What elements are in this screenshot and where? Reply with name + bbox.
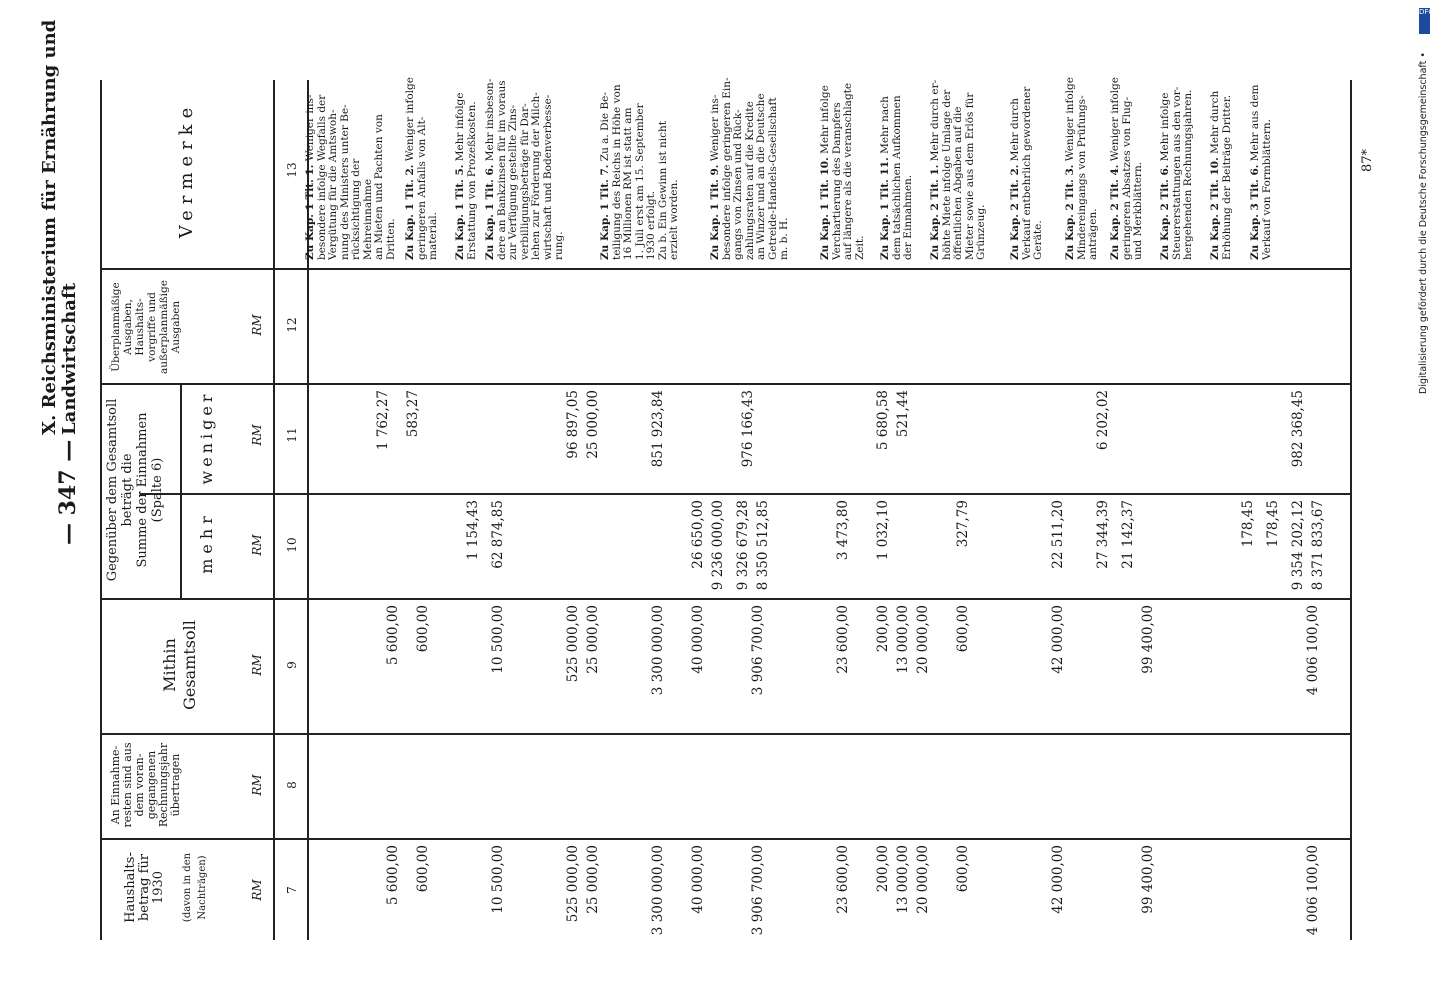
remark-head: Zu Kap. 2 Tit. 6.	[1159, 164, 1171, 260]
c7-row: 3 300 000,00	[650, 845, 666, 936]
c7-row: 200,00	[875, 845, 891, 893]
remark-head: Zu Kap. 1 Tit. 9.	[709, 164, 721, 260]
c7-row: 20 000,00	[915, 845, 931, 914]
c9-row: 200,00	[875, 605, 891, 653]
c10-row: 3 473,80	[835, 500, 851, 561]
page-title-line1: X. Reichsministerium für Ernährung und	[39, 19, 60, 435]
c10-row: 1 032,10	[875, 500, 891, 561]
group-header: Gegenüber dem Gesamtsoll beträgt die Summe der Einnahmen (Spalte 6)	[105, 398, 165, 582]
c10-row: 9 236 000,00	[710, 500, 726, 591]
col11-header: weniger	[197, 390, 216, 485]
page-title-line2: Landwirtschaft	[59, 282, 80, 435]
remark-text: Weniger infolge Mindereingangs von Prüfungs- anträgen.	[1064, 77, 1099, 260]
c9-row: 10 500,00	[490, 605, 506, 674]
remark-text: Mehr durch Verkauf entbehrlich gewordener Geräte.	[1009, 86, 1044, 260]
c9-row: 600,00	[955, 605, 971, 653]
col7-unit: RM	[250, 879, 264, 901]
remark-head: Zu Kap. 2 Tit. 4.	[1109, 164, 1121, 260]
c9-row: 4 006 100,00	[1305, 605, 1321, 696]
remark-item	[710, 75, 791, 260]
c9-row: 3 300 000,00	[650, 605, 666, 696]
remark-head: Zu Kap. 1 Tit. 6.	[484, 164, 496, 260]
remark-head: Zu Kap. 1 Tit. 5.	[454, 164, 466, 260]
footer-page-number: 87*	[1360, 148, 1375, 172]
remark-text: Mehr infolge Verchartierung des Dampfers auf längere als die veranschlagte Zeit.	[819, 82, 866, 260]
remark-head: Zu Kap. 2 Tit. 10.	[1209, 157, 1221, 260]
col10-number: 10	[285, 537, 299, 553]
c9-row: 525 000,00	[565, 605, 581, 683]
c9-row: 25 000,00	[585, 605, 601, 674]
c7-row: 25 000,00	[585, 845, 601, 914]
c10-row: 62 874,85	[490, 500, 506, 569]
col13-header: Vermerke	[176, 101, 197, 239]
remark-item	[485, 75, 566, 260]
c7-row: 600,00	[415, 845, 431, 893]
col7-sub: (davon in den Nachträgen)	[182, 852, 208, 923]
remark-item	[455, 75, 478, 260]
c10-row: 8 371 833,67	[1310, 500, 1326, 591]
remark-head: Zu Kap. 1 Tit. 7.	[599, 164, 611, 260]
col11-unit: RM	[250, 424, 264, 446]
c10-row: 8 350 512,85	[755, 500, 771, 591]
remark-item	[1210, 75, 1233, 260]
remark-head: Zu Kap. 1 Tit. 10.	[819, 157, 831, 260]
c7-row: 23 600,00	[835, 845, 851, 914]
remark-item	[880, 75, 915, 260]
remark-item	[1160, 75, 1195, 260]
remark-head: Zu Kap. 3 Tit. 6.	[1249, 164, 1261, 260]
remark-item	[1065, 75, 1100, 260]
c11-row: 583,27	[405, 390, 421, 438]
remark-text: Zu a. Die Be- teiligung des Reichs in Höhe von 16 Millionen RM ist statt am 1. Juli erst am 15. September 1930 erfolgt. Zu b. Ein Gewinn ist nicht erzielt worden.	[599, 84, 680, 260]
col9-header: Mithin Gesamtsoll	[160, 620, 199, 710]
c11-row: 96 897,05	[565, 390, 581, 459]
c11-row: 851 923,84	[650, 390, 666, 468]
remark-text: Mehr infolge Erstattung von Prozeßkosten.	[454, 92, 478, 260]
col10-header: mehr	[197, 511, 216, 574]
page-number: — 347 —	[55, 439, 81, 545]
c10-row: 26 650,00	[690, 500, 706, 569]
c7-row: 5 600,00	[385, 845, 401, 906]
c10-row: 178,45	[1240, 500, 1256, 548]
col12-number: 12	[285, 317, 299, 333]
remark-item	[600, 75, 681, 260]
col10-unit: RM	[250, 534, 264, 556]
remark-text: Mehr durch Erhöhung der Beiträge Dritter.	[1209, 90, 1233, 260]
page-title	[40, 15, 80, 435]
c7-row: 13 000,00	[895, 845, 911, 914]
col7-title: Haushalts- betrag für 1930	[123, 852, 166, 923]
col8-number: 8	[285, 781, 299, 789]
c11-row: 6 202,02	[1095, 390, 1111, 451]
col8-header: An Einnahme- resten sind aus dem voran- gegangenen Rechnungsjahr übertragen	[109, 742, 182, 828]
remark-item	[1250, 75, 1273, 260]
remark-text: Mehr aus dem Verkauf von Formblättern.	[1249, 84, 1273, 260]
c11-row: 982 368,45	[1290, 390, 1306, 468]
c10-row: 9 354 202,12	[1290, 500, 1306, 591]
c9-row: 5 600,00	[385, 605, 401, 666]
remark-item	[305, 75, 397, 260]
c9-row: 23 600,00	[835, 605, 851, 674]
remark-item	[820, 75, 866, 260]
c9-row: 20 000,00	[915, 605, 931, 674]
c10-row: 178,45	[1265, 500, 1281, 548]
c7-row: 600,00	[955, 845, 971, 893]
c10-row: 27 344,39	[1095, 500, 1111, 569]
col12-header: Überplanmäßige Ausgaben, Haushalts- vorgriffe und außerplanmäßige Ausgaben	[110, 280, 182, 374]
c10-row: 22 511,20	[1050, 500, 1066, 569]
dfg-logo: DFG	[1419, 8, 1430, 34]
remark-head: Zu Kap. 1 Tit. 1.	[304, 164, 316, 260]
col13-number: 13	[285, 162, 299, 178]
remark-head: Zu Kap. 2 Tit. 1.	[929, 164, 941, 260]
c7-row: 99 400,00	[1140, 845, 1156, 914]
remark-text: Mehr durch er- höhte Miete infolge Umlage der öffentlichen Abgaben auf die Mieter sowie aus dem Erlös für Grünzeug.	[929, 79, 987, 260]
c9-row: 42 000,00	[1050, 605, 1066, 674]
c7-row: 3 906 700,00	[750, 845, 766, 936]
remark-head: Zu Kap. 1 Tit. 2.	[404, 164, 416, 260]
remark-text: Mehr infolge Steuererstattungen aus den vor- hergehenden Rechnungsjahren.	[1159, 86, 1194, 260]
remark-text: Weniger infolge geringeren Anfalls von Alt- material.	[404, 77, 439, 260]
c9-row: 13 000,00	[895, 605, 911, 674]
c11-row: 1 762,27	[375, 390, 391, 451]
c7-row: 40 000,00	[690, 845, 706, 914]
c9-row: 99 400,00	[1140, 605, 1156, 674]
c10-row: 21 142,37	[1120, 500, 1136, 569]
c7-row: 10 500,00	[490, 845, 506, 914]
remark-head: Zu Kap. 2 Tit. 3.	[1064, 164, 1076, 260]
remark-text: Weniger infolge geringeren Absatzes von Flug- und Merkblättern.	[1109, 77, 1144, 260]
remark-item	[405, 75, 440, 260]
remark-text: Mehr nach dem tatsächlichen Aufkommen der Einnahmen.	[879, 95, 914, 260]
c7-row: 525 000,00	[565, 845, 581, 923]
credit-text: Digitalisierung gefördert durch die Deutsche Forschungsgemeinschaft •	[1418, 52, 1429, 394]
col8-unit: RM	[250, 774, 264, 796]
c7-row: 42 000,00	[1050, 845, 1066, 914]
c10-row: 1 154,43	[465, 500, 481, 561]
remark-head: Zu Kap. 2 Tit. 2.	[1009, 164, 1021, 260]
c9-row: 600,00	[415, 605, 431, 653]
remark-item	[1010, 75, 1045, 260]
c9-row: 40 000,00	[690, 605, 706, 674]
c11-row: 5 680,58	[875, 390, 891, 451]
c11-row: 25 000,00	[585, 390, 601, 459]
credit-sidebar	[1418, 6, 1430, 996]
remark-item	[930, 75, 988, 260]
remark-text: Weniger ins- besondere infolge geringeren Ein- gangs von Zinsen und Rück- zahlungsraten auf die Kredite an Winzer und an die Deutsche Getreide-Handels-Gesellschaft m. b. H.	[709, 77, 790, 260]
c11-row: 521,44	[895, 390, 911, 438]
remark-item	[1110, 75, 1145, 260]
c10-row: 9 326 679,28	[735, 500, 751, 591]
remark-head: Zu Kap. 1 Tit. 11.	[879, 157, 891, 260]
col9-unit: RM	[250, 654, 264, 676]
col11-number: 11	[285, 427, 299, 443]
c11-row: 976 166,43	[740, 390, 756, 468]
c10-row: 327,79	[955, 500, 971, 548]
col9-number: 9	[285, 661, 299, 669]
c7-row: 4 006 100,00	[1305, 845, 1321, 936]
col7-number: 7	[285, 886, 299, 894]
col7-header	[110, 840, 210, 935]
remark-text: Mehr insbeson- dere an Bankzinsen für im voraus zur Verfügung gestellte Zins- verbilligungsbeträge für Dar- lehen zur Förderung der Milch- wirtschaft und Bodenverbesse- rung.	[484, 78, 565, 260]
c9-row: 3 906 700,00	[750, 605, 766, 696]
col12-unit: RM	[250, 314, 264, 336]
remark-text: Weniger ins- besondere infolge Wegfalls der Vergütung für die Amtswoh- nung des Ministers unter Be- rücksichtigung der Mehreinnahme an Mieten und Pachten von Dritten.	[304, 94, 397, 260]
